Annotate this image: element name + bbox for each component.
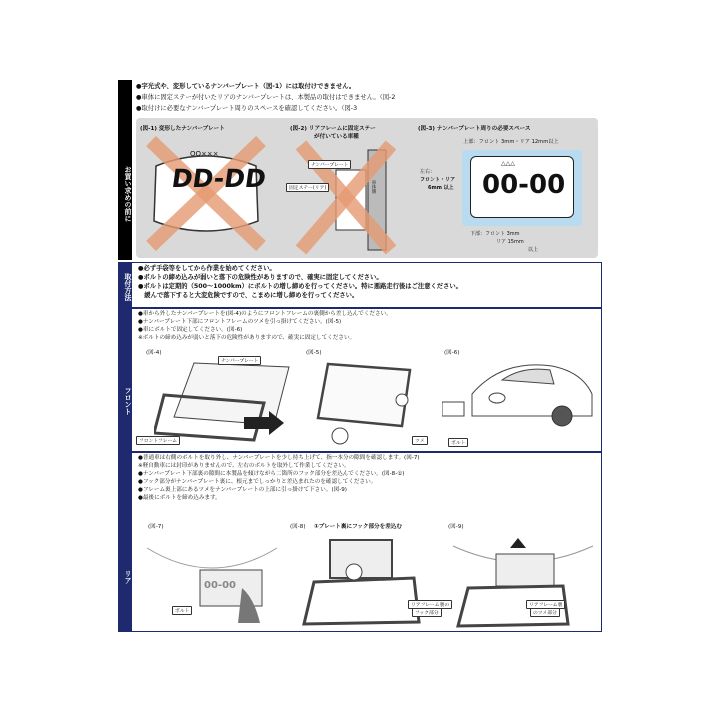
rear-bullet-1: ●普通車は右側のボルトを取り外し、ナンバープレートを少し持ち上げて、指一本分の隙間を確認します。(図-7) <box>138 455 420 461</box>
side-label-method: 取付方法 <box>118 262 132 308</box>
front-bullet-4: ※ボルトの締め込みが弱いと落下の危険性がありますので、確実に固定してください。 <box>138 335 356 341</box>
front-bullet-3: ●車にボルトで固定してください。(図-6) <box>138 327 243 333</box>
fig9-illustration <box>448 528 598 628</box>
before-bullet-2: ●車体に固定ステーが付いたリアのナンバープレートは、本製品の取付はできません。（図-2 <box>136 94 396 101</box>
side-label-front: フロント <box>118 308 132 452</box>
fig4-tag-frame: フロントフレーム <box>136 436 180 445</box>
fig3-left-note-2: フロント・リア <box>420 177 456 183</box>
fig4-label: (図-4) <box>146 350 162 356</box>
fig3-left-note-1: 左右： <box>420 169 436 175</box>
fig7-plate-text: 00-00 <box>204 580 236 591</box>
fig3-bottom-note-1: 下部：フロント 3mm <box>470 231 520 237</box>
rear-bullet-3: ●ナンバープレート下部裏の隙間に本製品を傾けながら二箇所のフック部分を差込んでください。(図-8-①) <box>138 471 405 477</box>
fig8-label: (図-8) <box>290 524 306 530</box>
before-bullet-3: ●取付けに必要なナンバープレート周りのスペースを確認してください。（図-3 <box>136 105 358 112</box>
front-bullet-2: ●ナンバープレート下部にフロントフレームのツメを引っ掛けてください。(図-5) <box>138 319 342 325</box>
fig2-title: (図-2) リアフレームに固定ステー <box>290 126 376 132</box>
fig2-tag-stay: 固定ステー(リア) <box>286 183 329 192</box>
side-label-before: お買い求めの前に <box>118 80 132 260</box>
fig5-label: (図-5) <box>306 350 322 356</box>
fig7-illustration <box>142 528 282 628</box>
rear-bullet-5: ●フレーム裏上部にあるツメをナンバープレートの上部に引っ掛けて下さい。(図-9) <box>138 487 347 493</box>
fig9-tag-tsume: リアフレーム裏 <box>526 600 565 609</box>
fig5-tag-tsume: ツメ <box>412 436 428 445</box>
fig3-top-note: 上部：フロント 3mm・リア 12mm以上 <box>463 139 559 145</box>
rear-bullet-2: ※軽自動車には封印がありませんので、左右のボルトを取外して作業してください。 <box>138 463 350 469</box>
fig8-tag-hook-2: フック部分 <box>412 608 442 617</box>
fig3-plate-main: 00-00 <box>482 170 566 200</box>
fig6-car-illustration <box>442 354 598 444</box>
fig1-title: (図-1) 変形したナンバープレート <box>140 126 225 132</box>
fig2-tag-plate: ナンバープレート <box>308 160 351 169</box>
fig5-illustration <box>310 356 420 451</box>
method-bullet-1: ●必ず手袋等をしてから作業を始めてください。 <box>138 265 276 272</box>
method-bullet-2: ●ボルトの締め込みが弱いと落下の危険性がありますので、確実に固定してください。 <box>138 274 383 281</box>
method-bullet-4: 緩んで落下すると大変危険ですので、こまめに増し締めを行ってください。 <box>138 292 359 299</box>
fig3-plate-symbols: △△△ <box>501 160 515 167</box>
fig1-plate-top-text: OO××× <box>190 150 219 158</box>
rear-bullet-4: ●フック部分がナンバープレート裏に、根元までしっかりと差込まれたのを確認してください。 <box>138 479 377 485</box>
fig4-tag-plate: ナンバープレート <box>218 356 261 365</box>
fig8-step: ①プレート裏にフック部分を差込む <box>314 524 403 530</box>
fig3-bottom-note-2: リア 15mm <box>496 239 524 245</box>
fig7-tag-bolt: ボルト <box>172 606 192 615</box>
instruction-sheet <box>118 80 602 632</box>
fig1-plate-main-text: DD-DD <box>169 164 268 193</box>
fig3-title: (図-3) ナンバープレート周りの必要スペース <box>418 126 531 132</box>
front-bullet-1: ●車から外したナンバープレートを(図-4)のようにフロントフレームの裏側から差し込んでください。 <box>138 311 392 317</box>
fig6-label: (図-6) <box>444 350 460 356</box>
method-bullet-3: ●ボルトは定期的（500〜1000km）にボルトの増し締めを行ってください。特に悪路走行後はご注意ください。 <box>138 283 462 290</box>
rear-bullet-6: ●最後にボルトを締め込みます。 <box>138 495 221 501</box>
fig8-tag-hook: リアフレーム裏の <box>408 600 452 609</box>
fig3-bottom-note-3: 以上 <box>528 247 539 253</box>
fig3-left-note-3: 6mm 以上 <box>428 185 454 191</box>
rear-stay-illustration <box>296 140 396 255</box>
fig9-tag-tsume-2: のツメ部分 <box>530 608 560 617</box>
fig7-label: (図-7) <box>148 524 164 530</box>
fig4-illustration <box>154 355 294 445</box>
side-label-rear: リア <box>118 452 132 632</box>
before-bullet-1: ●字光式や、変形しているナンバープレート（図-1）には取付けできません。 <box>136 83 356 90</box>
fig2-title-2: が付いている車種 <box>314 134 359 140</box>
fig2-tag-body: 車体側 <box>371 180 376 194</box>
fig9-label: (図-9) <box>448 524 464 530</box>
fig6-tag-bolt: ボルト <box>448 438 468 447</box>
